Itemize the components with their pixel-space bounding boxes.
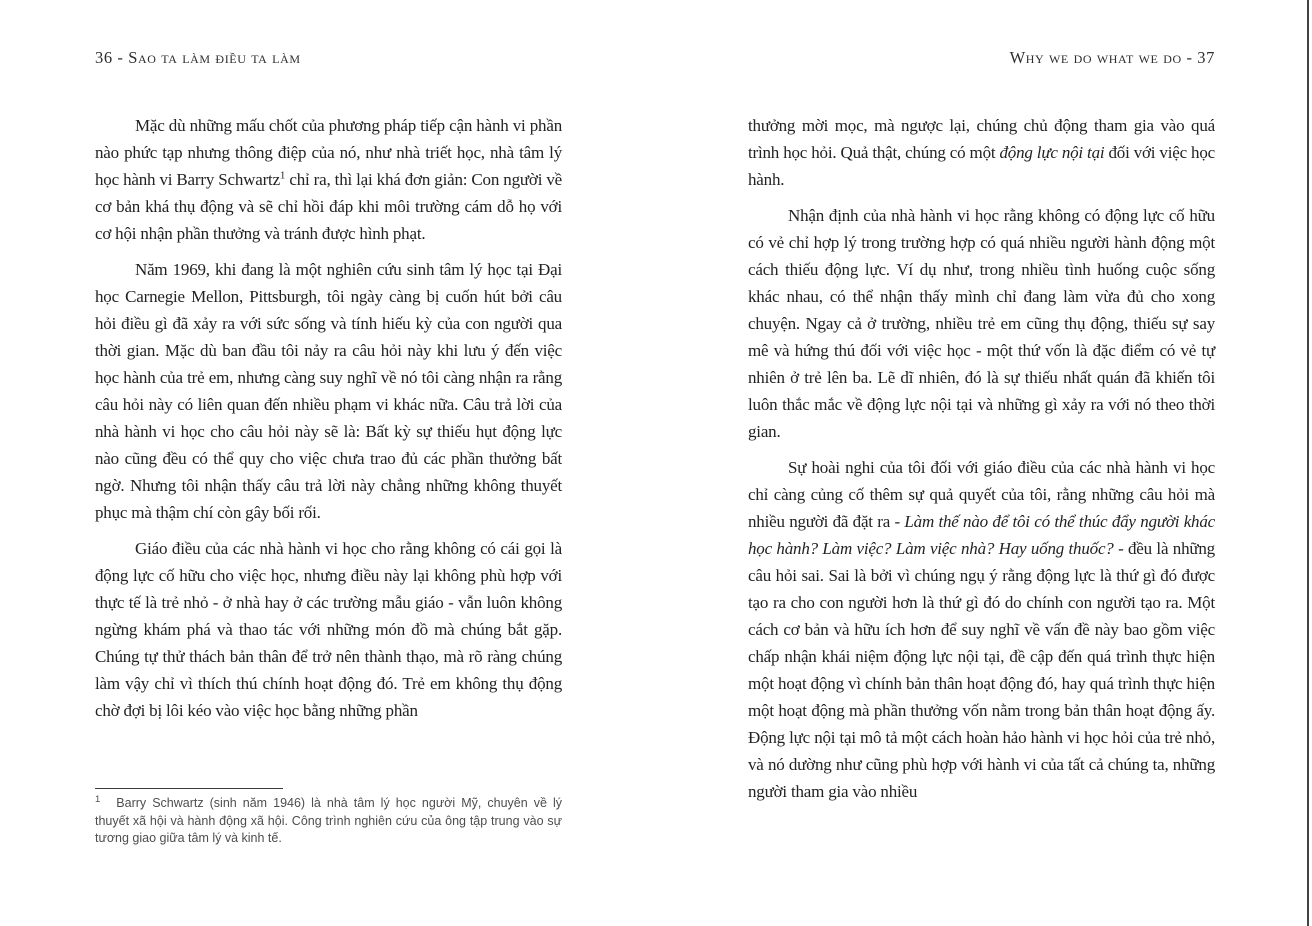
body-text: Sự hoài nghi của tôi đối với giáo điều của các nhà hành vi học chỉ càng củng cố thêm sự quả quyết của tôi, rằng những câu hỏi mà nhiều người đã đặt ra - <box>748 458 1215 531</box>
footnote-text: Barry Schwartz (sinh năm 1946) là nhà tâm lý học người Mỹ, chuyên về lý thuyết xã hội và hành động xã hội. Công trình nghiên cứu của ông tập trung vào sự tương giao giữa tâm lý và kinh tế. <box>95 796 562 845</box>
footnote-reference: 1 <box>279 169 286 182</box>
page-edge-line <box>1307 0 1309 926</box>
running-head-left: 36 - Sao ta làm điều ta làm <box>95 48 301 67</box>
body-text: Mặc dù những mấu chốt của phương pháp tiếp cận hành vi phần nào phức tạp nhưng thông điệp của nó, như nhà triết học, nhà tâm lý học hành vi Barry Schwartz <box>95 116 562 189</box>
paragraph <box>95 535 562 724</box>
footnote-body <box>95 795 562 848</box>
footnote-marker: 1 <box>95 793 101 805</box>
paragraph <box>748 202 1215 445</box>
paragraph <box>95 256 562 526</box>
body-text: đối với việc học hành. <box>748 143 1215 189</box>
paragraph <box>748 454 1215 805</box>
page-left <box>95 48 562 733</box>
footnote <box>95 788 562 848</box>
body-text: Năm 1969, khi đang là một nghiên cứu sinh tâm lý học tại Đại học Carnegie Mellon, Pittsburgh, tôi ngày càng bị cuốn hút bởi câu hỏi điều gì đã xảy ra với sức sống và tính hiếu kỳ của con người qua thời gian. Mặc dù ban đầu tôi nảy ra câu hỏi này khi lưu ý đến việc học hành của trẻ em, nhưng càng suy nghĩ về nó tôi càng nhận ra rằng câu hỏi này có liên quan đến nhiều phạm vi khác nữa. Câu trả lời của nhà hành vi học cho câu hỏi này sẽ là: Bất kỳ sự thiếu hụt động lực nào cũng đều có thể quy cho việc chưa trao đủ các phần thưởng bất ngờ. Nhưng tôi nhận thấy câu trả lời này chẳng những không thuyết phục mà thậm chí còn gây bối rối. <box>95 260 562 522</box>
body-text: chỉ ra, thì lại khá đơn giản: Con người về cơ bản khá thụ động và sẽ chỉ hồi đáp khi môi trường cám dỗ họ với cơ hội nhận phần thưởng và tránh được hình phạt. <box>95 170 562 243</box>
paragraph <box>748 112 1215 193</box>
running-head-right: Why we do what we do - 37 <box>1009 48 1215 67</box>
emphasized-text: Làm thế nào để tôi có thể thúc đẩy người khác học hành? Làm việc? Làm việc nhà? Hay uống thuốc? <box>748 512 1216 558</box>
body-text: Giáo điều của các nhà hành vi học cho rằng không có cái gọi là động lực cố hữu cho việc học, nhưng điều này lại không phù hợp với thực tế là trẻ nhỏ - ở nhà hay ở các trường mẫu giáo - vẫn luôn không ngừng khám phá và thao tác với những món đồ mà chúng bắt gặp. Chúng tự thử thách bản thân để trở nên thành thạo, mà rõ ràng chúng làm vậy chỉ vì thích thú chính hoạt động đó. Trẻ em không thụ động chờ đợi bị lôi kéo vào việc học bằng những phần <box>95 539 562 720</box>
page-body-left <box>95 112 562 724</box>
footnote-rule <box>95 788 283 789</box>
paragraph <box>95 112 562 247</box>
body-text: - đều là những câu hỏi sai. Sai là bởi vì chúng ngụ ý rằng động lực là thứ gì đó được tạo ra cho con người hơn là thứ gì đó do chính con người tạo ra. Một cách cơ bản và hữu ích hơn để suy nghĩ về vấn đề này bao gồm việc chấp nhận khái niệm động lực nội tại, đề cập đến quá trình thực hiện một hoạt động vì chính bản thân hoạt động đó, hay quá trình thực hiện một hoạt động mà phần thưởng vốn nằm trong bản thân hoạt động ấy. Động lực nội tại mô tả một cách hoàn hảo hành vi học hỏi của trẻ nhỏ, và nó dường như cũng phù hợp với hành vi của tất cả chúng ta, những người tham gia vào nhiều <box>748 539 1215 801</box>
page-right <box>748 48 1215 814</box>
emphasized-text: động lực nội tại <box>999 143 1105 162</box>
page-body-right <box>748 112 1215 805</box>
body-text: thưởng mời mọc, mà ngược lại, chúng chủ động tham gia vào quá trình học hỏi. Quả thật, chúng có một <box>748 116 1215 162</box>
body-text: Nhận định của nhà hành vi học rằng không có động lực cố hữu có vẻ chỉ hợp lý trong trường hợp có quá nhiều người hành động một cách thiếu động lực. Ví dụ như, trong nhiều tình huống cuộc sống khác nhau, có thể nhận thấy mình chỉ đang làm vừa đủ cho xong chuyện. Ngay cả ở trường, nhiều trẻ em cũng thụ động, thiếu sự say mê và hứng thú đối với việc học - một thứ vốn là đặc điểm có vẻ tự nhiên ở trẻ lên ba. Lẽ dĩ nhiên, đó là sự thiếu nhất quán đã khiến tôi luôn thắc mắc về động lực nội tại và những gì xảy ra với nó theo thời gian. <box>748 206 1215 441</box>
